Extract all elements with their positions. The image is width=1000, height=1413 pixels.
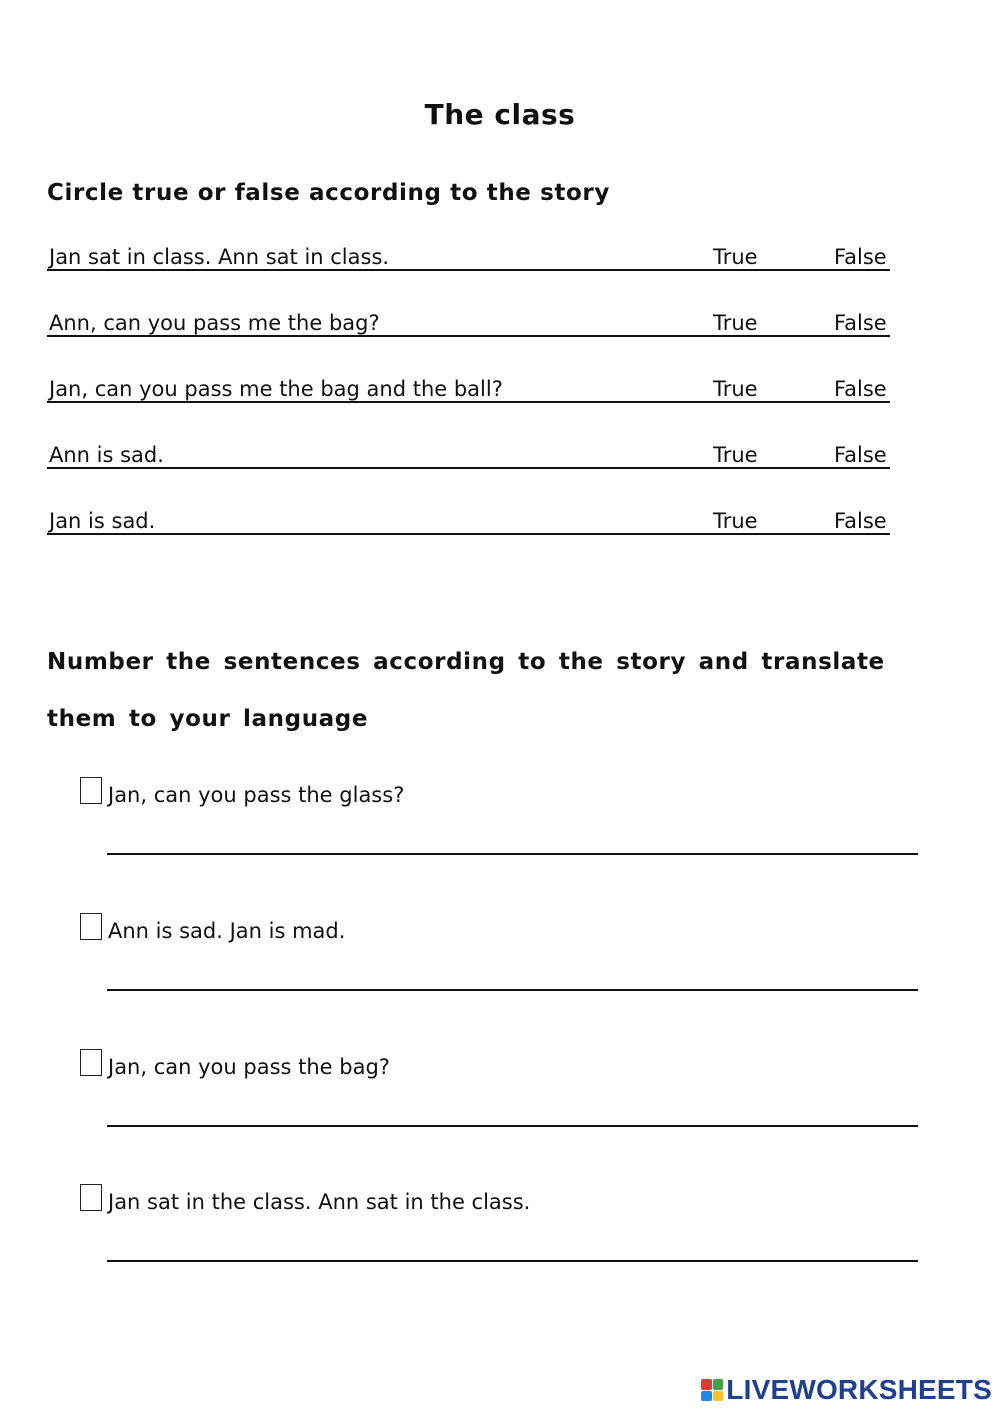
sentence-text: Jan, can you pass the bag? (108, 1055, 390, 1079)
translation-answer-line[interactable] (107, 1125, 918, 1127)
true-option[interactable]: True (713, 311, 758, 335)
true-option[interactable]: True (713, 443, 758, 467)
sentence-text: Jan, can you pass the glass? (108, 783, 405, 807)
sentence-text: Jan sat in the class. Ann sat in the class. (108, 1190, 531, 1214)
false-option[interactable]: False (834, 311, 887, 335)
number-input-box[interactable] (80, 913, 102, 940)
brand-name: LIVEWORKSHEETS (726, 1374, 992, 1405)
worksheet-title: The class (424, 98, 576, 131)
translation-answer-line[interactable] (107, 989, 918, 991)
number-input-box[interactable] (80, 777, 102, 804)
liveworksheets-logo-icon (701, 1379, 723, 1401)
true-option[interactable]: True (713, 377, 758, 401)
translation-answer-line[interactable] (107, 1260, 918, 1262)
number-input-box[interactable] (80, 1184, 102, 1211)
true-false-row (47, 437, 890, 469)
numbering-item (80, 777, 920, 877)
false-option[interactable]: False (834, 245, 887, 269)
statement-text: Jan sat in class. Ann sat in class. (49, 245, 390, 269)
numbering-item (80, 1049, 920, 1149)
numbering-item (80, 913, 920, 1013)
true-option[interactable]: True (713, 245, 758, 269)
statement-text: Jan is sad. (49, 509, 156, 533)
true-false-row (47, 503, 890, 535)
false-option[interactable]: False (834, 509, 887, 533)
translation-answer-line[interactable] (107, 853, 918, 855)
true-false-row (47, 305, 890, 337)
section-number-translate-heading: Number the sentences according to the story and translate them to your language (47, 649, 885, 732)
numbering-item (80, 1184, 920, 1284)
statement-text: Ann, can you pass me the bag? (49, 311, 380, 335)
number-input-box[interactable] (80, 1049, 102, 1076)
true-false-row (47, 239, 890, 271)
statement-text: Jan, can you pass me the bag and the ball? (49, 377, 503, 401)
true-false-row (47, 371, 890, 403)
section-true-false-heading: Circle true or false according to the story (47, 180, 610, 206)
false-option[interactable]: False (834, 377, 887, 401)
sentence-text: Ann is sad. Jan is mad. (108, 919, 346, 943)
liveworksheets-branding (701, 1375, 992, 1405)
true-option[interactable]: True (713, 509, 758, 533)
false-option[interactable]: False (834, 443, 887, 467)
statement-text: Ann is sad. (49, 443, 164, 467)
